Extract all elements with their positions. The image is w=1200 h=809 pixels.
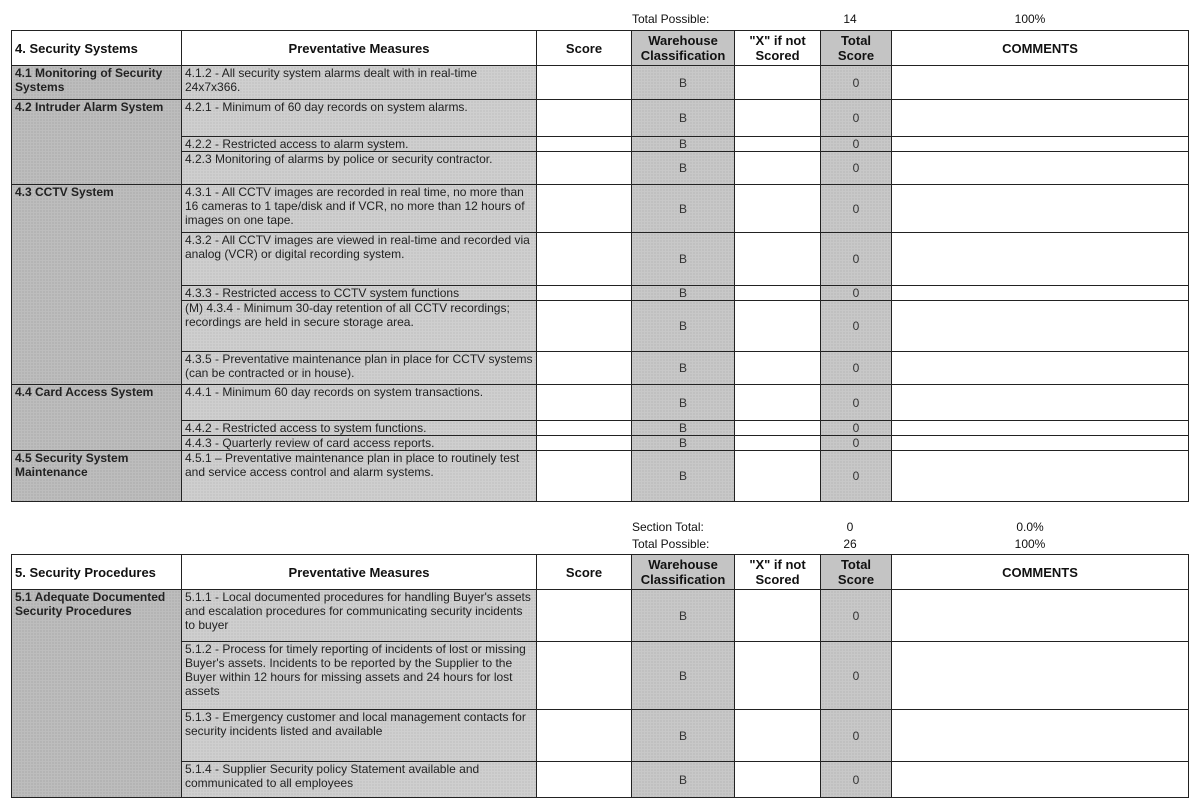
comments-cell[interactable]: [892, 301, 1189, 352]
total-score-cell: 0: [821, 352, 892, 385]
not-scored-cell[interactable]: [735, 421, 821, 436]
score-cell[interactable]: [537, 137, 632, 152]
total-score-cell: 0: [821, 451, 892, 502]
warehouse-cell: B: [632, 352, 735, 385]
total-score-cell: 0: [821, 385, 892, 421]
comments-cell[interactable]: [892, 710, 1189, 762]
score-cell[interactable]: [537, 590, 632, 642]
measure-cell: 4.2.2 - Restricted access to alarm system.: [182, 137, 537, 152]
total-score-cell: 0: [821, 233, 892, 286]
measure-cell: 4.5.1 – Preventative maintenance plan in place to routinely test and service access control and alarm systems.: [182, 451, 537, 502]
col-not-scored: "X" if not Scored: [735, 31, 821, 66]
comments-cell[interactable]: [892, 436, 1189, 451]
warehouse-cell: B: [632, 451, 735, 502]
score-cell[interactable]: [537, 436, 632, 451]
category-cell: 4.5 Security System Maintenance: [12, 451, 182, 502]
security-procedures-table: [11, 554, 1189, 798]
section-total-label: Section Total:: [632, 520, 704, 534]
warehouse-cell: B: [632, 762, 735, 798]
score-cell[interactable]: [537, 352, 632, 385]
warehouse-cell: B: [632, 385, 735, 421]
table-row: [12, 421, 1189, 436]
category-cell: 4.3 CCTV System: [12, 185, 182, 385]
comments-cell[interactable]: [892, 137, 1189, 152]
total-score-cell: 0: [821, 301, 892, 352]
total-score-cell: 0: [821, 642, 892, 710]
measure-cell: 4.3.3 - Restricted access to CCTV system functions: [182, 286, 537, 301]
table-header-row: [12, 31, 1189, 66]
category-cell: 4.1 Monitoring of Security Systems: [12, 66, 182, 100]
total-score-cell: 0: [821, 100, 892, 137]
comments-cell[interactable]: [892, 286, 1189, 301]
col-not-scored: "X" if not Scored: [735, 555, 821, 590]
measure-cell: 5.1.3 - Emergency customer and local management contacts for security incidents listed and available: [182, 710, 537, 762]
col-warehouse: Warehouse Classification: [632, 31, 735, 66]
score-cell[interactable]: [537, 152, 632, 185]
warehouse-cell: B: [632, 710, 735, 762]
measure-cell: 4.1.2 - All security system alarms dealt with in real-time 24x7x366.: [182, 66, 537, 100]
measure-cell: (M) 4.3.4 - Minimum 30-day retention of all CCTV recordings; recordings are held in secure storage area.: [182, 301, 537, 352]
not-scored-cell[interactable]: [735, 762, 821, 798]
score-cell[interactable]: [537, 301, 632, 352]
score-cell[interactable]: [537, 642, 632, 710]
col-score: Score: [537, 31, 632, 66]
total-score-cell: 0: [821, 590, 892, 642]
score-cell[interactable]: [537, 185, 632, 233]
section-title: 4. Security Systems: [12, 31, 182, 66]
table-row: [12, 301, 1189, 352]
total-score-cell: 0: [821, 66, 892, 100]
total-possible-summary: [0, 537, 1200, 553]
section-total-value: 0: [846, 520, 854, 534]
table-row: [12, 352, 1189, 385]
total-possible-percent: 100%: [1014, 537, 1046, 551]
top-summary: [0, 12, 1200, 28]
not-scored-cell[interactable]: [735, 352, 821, 385]
table-row: [12, 451, 1189, 502]
not-scored-cell[interactable]: [735, 185, 821, 233]
comments-cell[interactable]: [892, 590, 1189, 642]
not-scored-cell[interactable]: [735, 137, 821, 152]
not-scored-cell[interactable]: [735, 152, 821, 185]
comments-cell[interactable]: [892, 642, 1189, 710]
measure-cell: 5.1.1 - Local documented procedures for handling Buyer's assets and escalation procedures for communicating security incidents to buyer: [182, 590, 537, 642]
col-total: Total Score: [821, 31, 892, 66]
comments-cell[interactable]: [892, 762, 1189, 798]
warehouse-cell: B: [632, 233, 735, 286]
warehouse-cell: B: [632, 185, 735, 233]
total-score-cell: 0: [821, 185, 892, 233]
score-cell[interactable]: [537, 100, 632, 137]
warehouse-cell: B: [632, 421, 735, 436]
col-score: Score: [537, 555, 632, 590]
section-total-summary: [0, 520, 1200, 536]
warehouse-cell: B: [632, 137, 735, 152]
comments-cell[interactable]: [892, 421, 1189, 436]
total-possible-value: 26: [843, 537, 857, 551]
not-scored-cell[interactable]: [735, 100, 821, 137]
measure-cell: 5.1.2 - Process for timely reporting of incidents of lost or missing Buyer's assets. Incidents to be reported by the Supplier to the Buyer within 12 hours for missing assets and 24 hours for lost assets: [182, 642, 537, 710]
table-row: [12, 590, 1189, 642]
table-row: [12, 710, 1189, 762]
comments-cell[interactable]: [892, 185, 1189, 233]
measure-cell: 4.3.5 - Preventative maintenance plan in place for CCTV systems (can be contracted or in house).: [182, 352, 537, 385]
not-scored-cell[interactable]: [735, 642, 821, 710]
total-score-cell: 0: [821, 152, 892, 185]
col-total: Total Score: [821, 555, 892, 590]
score-cell[interactable]: [537, 233, 632, 286]
not-scored-cell[interactable]: [735, 66, 821, 100]
total-possible-percent: 100%: [1014, 12, 1046, 26]
score-cell[interactable]: [537, 286, 632, 301]
col-warehouse: Warehouse Classification: [632, 555, 735, 590]
warehouse-cell: B: [632, 66, 735, 100]
table-row: [12, 100, 1189, 137]
measure-cell: 4.2.3 Monitoring of alarms by police or security contractor.: [182, 152, 537, 185]
security-systems-table: [11, 30, 1189, 502]
not-scored-cell[interactable]: [735, 710, 821, 762]
table-row: [12, 233, 1189, 286]
col-measures: Preventative Measures: [182, 31, 537, 66]
col-comments: COMMENTS: [892, 31, 1189, 66]
category-cell: 4.2 Intruder Alarm System: [12, 100, 182, 185]
total-score-cell: 0: [821, 421, 892, 436]
measure-cell: 4.2.1 - Minimum of 60 day records on system alarms.: [182, 100, 537, 137]
col-measures: Preventative Measures: [182, 555, 537, 590]
warehouse-cell: B: [632, 100, 735, 137]
table-row: [12, 642, 1189, 710]
not-scored-cell[interactable]: [735, 301, 821, 352]
measure-cell: 4.3.1 - All CCTV images are recorded in real time, no more than 16 cameras to 1 tape/disk and if VCR, no more than 12 hours of images on one tape.: [182, 185, 537, 233]
section-title: 5. Security Procedures: [12, 555, 182, 590]
comments-cell[interactable]: [892, 451, 1189, 502]
col-comments: COMMENTS: [892, 555, 1189, 590]
warehouse-cell: B: [632, 436, 735, 451]
table-row: [12, 66, 1189, 100]
not-scored-cell[interactable]: [735, 286, 821, 301]
measure-cell: 4.4.1 - Minimum 60 day records on system transactions.: [182, 385, 537, 421]
table-row: [12, 185, 1189, 233]
table-row: [12, 436, 1189, 451]
total-score-cell: 0: [821, 137, 892, 152]
not-scored-cell[interactable]: [735, 385, 821, 421]
warehouse-cell: B: [632, 590, 735, 642]
total-score-cell: 0: [821, 286, 892, 301]
measure-cell: 5.1.4 - Supplier Security policy Statement available and communicated to all employees: [182, 762, 537, 798]
comments-cell[interactable]: [892, 100, 1189, 137]
table-header-row: [12, 555, 1189, 590]
not-scored-cell[interactable]: [735, 451, 821, 502]
not-scored-cell[interactable]: [735, 590, 821, 642]
table-row: [12, 385, 1189, 421]
warehouse-cell: B: [632, 301, 735, 352]
comments-cell[interactable]: [892, 385, 1189, 421]
total-possible-label: Total Possible:: [632, 12, 710, 26]
category-cell: 4.4 Card Access System: [12, 385, 182, 451]
comments-cell[interactable]: [892, 66, 1189, 100]
warehouse-cell: B: [632, 642, 735, 710]
total-score-cell: 0: [821, 762, 892, 798]
comments-cell[interactable]: [892, 233, 1189, 286]
score-cell[interactable]: [537, 710, 632, 762]
table-row: [12, 286, 1189, 301]
comments-cell[interactable]: [892, 152, 1189, 185]
score-cell[interactable]: [537, 66, 632, 100]
not-scored-cell[interactable]: [735, 233, 821, 286]
comments-cell[interactable]: [892, 352, 1189, 385]
score-cell[interactable]: [537, 451, 632, 502]
total-possible-label: Total Possible:: [632, 537, 710, 551]
total-score-cell: 0: [821, 436, 892, 451]
score-cell[interactable]: [537, 385, 632, 421]
measure-cell: 4.4.2 - Restricted access to system functions.: [182, 421, 537, 436]
total-possible-value: 14: [843, 12, 857, 26]
table-row: [12, 137, 1189, 152]
warehouse-cell: B: [632, 286, 735, 301]
measure-cell: 4.3.2 - All CCTV images are viewed in real-time and recorded via analog (VCR) or digital recording system.: [182, 233, 537, 286]
section-total-percent: 0.0%: [1016, 520, 1044, 534]
table-row: [12, 152, 1189, 185]
score-cell[interactable]: [537, 421, 632, 436]
measure-cell: 4.4.3 - Quarterly review of card access reports.: [182, 436, 537, 451]
category-cell: 5.1 Adequate Documented Security Procedures: [12, 590, 182, 798]
warehouse-cell: B: [632, 152, 735, 185]
total-score-cell: 0: [821, 710, 892, 762]
table-row: [12, 762, 1189, 798]
score-cell[interactable]: [537, 762, 632, 798]
not-scored-cell[interactable]: [735, 436, 821, 451]
